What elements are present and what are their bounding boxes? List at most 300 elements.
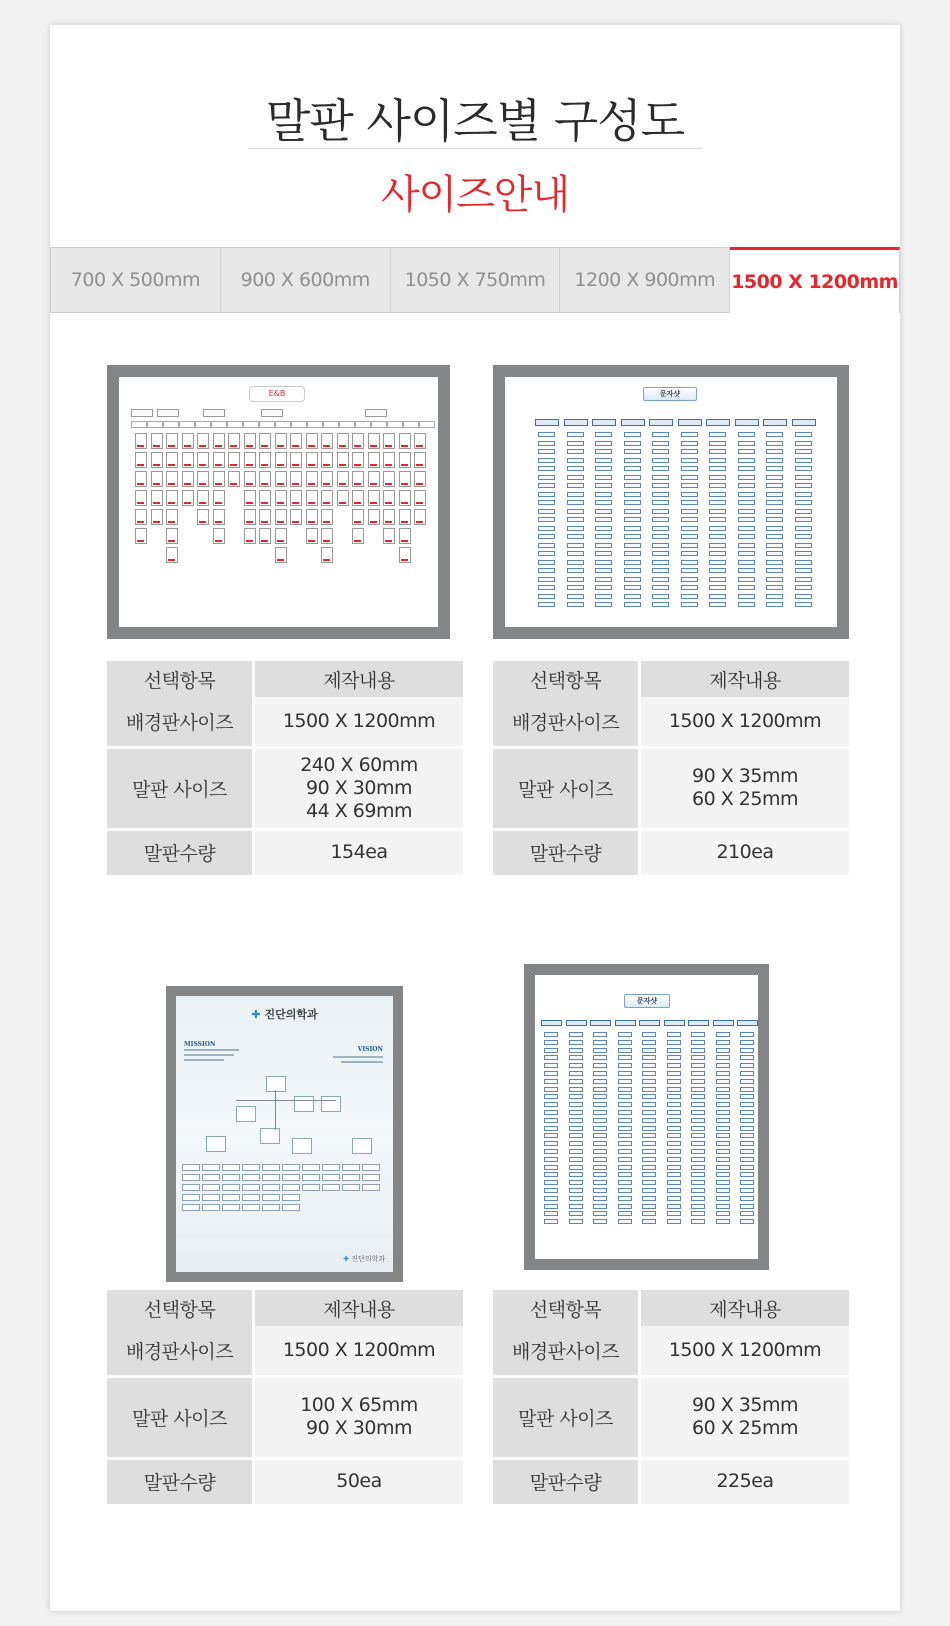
mini-name-plate <box>709 432 726 437</box>
mini-photo-card <box>244 452 256 468</box>
mini-column-header <box>621 419 645 426</box>
mini-card-accent <box>277 540 284 542</box>
mini-name-plate <box>227 421 243 428</box>
mini-name-plate <box>544 1219 558 1224</box>
mini-connector-line <box>236 1100 336 1101</box>
mini-card-accent <box>277 483 284 485</box>
title-divider <box>248 148 702 149</box>
mini-name-plate <box>538 458 555 463</box>
tab-1200x900[interactable]: 1200 X 900mm <box>560 247 730 313</box>
mini-name-plate <box>544 1133 558 1138</box>
row-key-bg-size: 배경판사이즈 <box>107 697 254 747</box>
mini-name-plate <box>544 1071 558 1076</box>
mini-name-plate <box>766 568 783 573</box>
mini-name-plate <box>691 1157 705 1162</box>
mini-name-plate <box>766 483 783 488</box>
mini-name-plate <box>766 585 783 590</box>
mini-name-plate <box>569 1165 583 1170</box>
mini-name-plate <box>709 568 726 573</box>
mini-name-plate <box>387 421 403 428</box>
mini-name-plate <box>569 1211 583 1216</box>
mini-name-plate <box>740 1204 754 1209</box>
mini-name-plate <box>738 441 755 446</box>
tab-900x600[interactable]: 900 X 600mm <box>221 247 391 313</box>
mini-name-plate <box>569 1087 583 1092</box>
mini-name-plate <box>538 475 555 480</box>
mini-photo-card <box>321 547 333 563</box>
mini-header-plate <box>131 409 153 417</box>
mini-card-accent <box>261 521 268 523</box>
mini-photo-card <box>352 452 364 468</box>
mini-name-plate <box>222 1194 240 1201</box>
mini-name-plate <box>681 551 698 556</box>
mini-name-plate <box>593 1048 607 1053</box>
mini-name-plate <box>182 1204 200 1211</box>
mini-name-plate <box>738 432 755 437</box>
mini-name-plate <box>738 449 755 454</box>
mini-photo-card <box>213 528 225 544</box>
mini-name-plate <box>681 449 698 454</box>
mini-name-plate <box>681 594 698 599</box>
mini-name-plate <box>667 1157 681 1162</box>
mini-card-accent <box>401 464 408 466</box>
mini-name-plate <box>569 1180 583 1185</box>
mini-photo-card <box>135 490 147 506</box>
mini-name-plate <box>681 585 698 590</box>
table-header-key: 선택항목 <box>107 661 254 697</box>
mini-header-plate <box>157 409 179 417</box>
mini-name-plate <box>618 1157 632 1162</box>
mini-card-accent <box>385 464 392 466</box>
table-header-value: 제작내용 <box>640 661 850 697</box>
mini-name-plate <box>544 1180 558 1185</box>
mini-name-plate <box>667 1055 681 1060</box>
mini-card-accent <box>370 464 377 466</box>
mini-name-plate <box>667 1211 681 1216</box>
mini-name-plate <box>716 1048 730 1053</box>
mini-card-accent <box>215 483 222 485</box>
mini-name-plate <box>667 1063 681 1068</box>
mini-name-plate <box>544 1172 558 1177</box>
mini-name-plate <box>667 1196 681 1201</box>
mini-name-plate <box>738 551 755 556</box>
mini-card-accent <box>153 502 160 504</box>
mini-name-plate <box>642 1126 656 1131</box>
mini-name-plate <box>595 551 612 556</box>
mini-name-plate <box>569 1040 583 1045</box>
mini-name-plate <box>738 458 755 463</box>
mini-name-plate <box>691 1204 705 1209</box>
mini-name-plate <box>642 1094 656 1099</box>
mini-photo-card <box>182 471 194 487</box>
mini-card-accent <box>277 502 284 504</box>
mini-name-plate <box>652 560 669 565</box>
mini-photo-card <box>275 509 287 525</box>
mini-name-plate <box>740 1032 754 1037</box>
mini-name-plate <box>709 509 726 514</box>
mini-card-accent <box>168 445 175 447</box>
mini-name-plate <box>544 1055 558 1060</box>
mini-name-plate <box>681 466 698 471</box>
mini-photo-card <box>368 490 380 506</box>
mini-name-plate <box>738 534 755 539</box>
mini-name-plate <box>766 551 783 556</box>
mini-name-plate <box>544 1204 558 1209</box>
mini-name-plate <box>569 1094 583 1099</box>
mini-name-plate <box>716 1141 730 1146</box>
mini-photo-card <box>368 433 380 449</box>
mini-name-plate <box>624 441 641 446</box>
mini-column-header <box>541 1020 562 1026</box>
mini-name-plate <box>262 1184 280 1191</box>
mini-photo-card <box>166 452 178 468</box>
mini-name-plate <box>766 449 783 454</box>
mini-name-plate <box>652 500 669 505</box>
mini-photo-card <box>166 433 178 449</box>
mini-name-plate <box>652 458 669 463</box>
mini-name-plate <box>709 458 726 463</box>
row-key-quantity: 말판수량 <box>493 1458 640 1505</box>
mini-name-plate <box>544 1110 558 1115</box>
mini-name-plate <box>709 534 726 539</box>
mini-photo-card <box>352 509 364 525</box>
mini-name-plate <box>282 1194 300 1201</box>
mini-card-accent <box>339 502 346 504</box>
row-key-piece-size: 말판 사이즈 <box>493 747 640 829</box>
mini-name-plate <box>618 1110 632 1115</box>
mini-name-plate <box>795 568 812 573</box>
mini-card-accent <box>137 483 144 485</box>
size-guide-card <box>50 25 900 1611</box>
mini-name-plate <box>642 1141 656 1146</box>
mini-name-plate <box>642 1133 656 1138</box>
mini-card-accent <box>401 521 408 523</box>
board-canvas-2 <box>505 377 837 627</box>
mini-name-plate <box>624 594 641 599</box>
mini-name-plate <box>282 1204 300 1211</box>
mini-name-plate <box>595 577 612 582</box>
mini-card-accent <box>354 464 361 466</box>
row-value-bg-size: 1500 X 1200mm <box>254 1326 464 1376</box>
mini-name-plate <box>642 1063 656 1068</box>
mini-photo-card <box>244 471 256 487</box>
mini-name-plate <box>275 421 291 428</box>
mini-name-plate <box>538 526 555 531</box>
mini-name-plate <box>738 577 755 582</box>
mini-name-plate <box>362 1164 380 1171</box>
mini-card-accent <box>277 521 284 523</box>
mini-card-accent <box>323 445 330 447</box>
mini-name-plate <box>593 1040 607 1045</box>
mini-photo-card <box>399 490 411 506</box>
mini-name-plate <box>766 517 783 522</box>
mini-name-plate <box>593 1219 607 1224</box>
table-header-key: 선택항목 <box>493 1290 640 1326</box>
mini-name-plate <box>322 1164 340 1171</box>
mini-name-plate <box>642 1149 656 1154</box>
mini-name-plate <box>624 568 641 573</box>
mini-name-plate <box>544 1040 558 1045</box>
mini-name-plate <box>740 1071 754 1076</box>
mini-card-accent <box>184 464 191 466</box>
mini-name-plate <box>291 421 307 428</box>
mini-name-plate <box>569 1219 583 1224</box>
mini-card-accent <box>184 445 191 447</box>
mini-connector-line <box>275 1090 276 1130</box>
mini-name-plate <box>691 1118 705 1123</box>
tab-1500x1200[interactable]: 1500 X 1200mm <box>730 247 900 313</box>
mini-photo-card <box>290 490 302 506</box>
mini-name-plate <box>642 1172 656 1177</box>
mini-card-accent <box>261 502 268 504</box>
board-preview-2 <box>493 365 849 639</box>
mini-photo-card <box>321 452 333 468</box>
mini-photo-card <box>151 509 163 525</box>
mini-name-plate <box>667 1118 681 1123</box>
mini-photo-card <box>135 509 147 525</box>
mini-photo-card <box>383 490 395 506</box>
row-value-bg-size: 1500 X 1200mm <box>640 697 850 747</box>
mini-name-plate <box>642 1211 656 1216</box>
mini-name-plate <box>202 1184 220 1191</box>
mini-name-plate <box>618 1126 632 1131</box>
mini-name-plate <box>593 1149 607 1154</box>
mini-org-box <box>206 1136 226 1152</box>
mini-name-plate <box>567 543 584 548</box>
mini-photo-card <box>368 509 380 525</box>
mini-name-plate <box>740 1110 754 1115</box>
mini-card-accent <box>184 483 191 485</box>
mini-card-accent <box>261 540 268 542</box>
mini-name-plate <box>652 466 669 471</box>
mini-name-plate <box>691 1063 705 1068</box>
tab-1050x750[interactable]: 1050 X 750mm <box>391 247 561 313</box>
mini-name-plate <box>567 475 584 480</box>
mini-name-plate <box>795 526 812 531</box>
mini-name-plate <box>691 1094 705 1099</box>
mini-name-plate <box>795 534 812 539</box>
mini-name-plate <box>222 1204 240 1211</box>
mini-photo-card <box>228 471 240 487</box>
mini-name-plate <box>593 1032 607 1037</box>
row-key-bg-size: 배경판사이즈 <box>493 697 640 747</box>
mini-name-plate <box>618 1219 632 1224</box>
spec-table-1 <box>107 661 463 878</box>
mini-name-plate <box>766 458 783 463</box>
mini-name-plate <box>652 526 669 531</box>
mini-name-plate <box>618 1079 632 1084</box>
mini-column-header <box>763 419 787 426</box>
mini-name-plate <box>593 1071 607 1076</box>
mini-name-plate <box>716 1165 730 1170</box>
mini-photo-card <box>182 433 194 449</box>
mini-name-plate <box>538 543 555 548</box>
mini-name-plate <box>681 526 698 531</box>
mini-name-plate <box>569 1102 583 1107</box>
tab-700x500[interactable]: 700 X 500mm <box>50 247 221 313</box>
mini-card-accent <box>339 464 346 466</box>
mini-card-accent <box>385 483 392 485</box>
mini-photo-card <box>337 452 349 468</box>
mini-name-plate <box>342 1184 360 1191</box>
mini-name-plate <box>567 551 584 556</box>
mini-name-plate <box>795 483 812 488</box>
mini-name-plate <box>569 1118 583 1123</box>
mini-name-plate <box>642 1048 656 1053</box>
mini-name-plate <box>709 500 726 505</box>
mini-name-plate <box>618 1133 632 1138</box>
mini-name-plate <box>642 1219 656 1224</box>
mini-card-accent <box>184 502 191 504</box>
mini-photo-card <box>275 528 287 544</box>
mini-photo-card <box>135 452 147 468</box>
mini-name-plate <box>691 1079 705 1084</box>
mini-name-plate <box>302 1164 320 1171</box>
mini-photo-card <box>197 452 209 468</box>
mini-name-plate <box>716 1133 730 1138</box>
mini-name-plate <box>618 1149 632 1154</box>
page-subtitle: 사이즈안내 <box>380 172 570 218</box>
board-canvas-1 <box>119 377 438 627</box>
mini-photo-card <box>383 509 395 525</box>
mini-name-plate <box>624 602 641 607</box>
mini-card-accent <box>323 521 330 523</box>
mini-name-plate <box>179 421 195 428</box>
mini-photo-card <box>337 471 349 487</box>
mini-photo-card <box>166 528 178 544</box>
mini-name-plate <box>652 492 669 497</box>
mini-card-accent <box>199 483 206 485</box>
mini-name-plate <box>652 551 669 556</box>
mini-name-plate <box>652 449 669 454</box>
mini-name-plate <box>544 1188 558 1193</box>
mini-name-plate <box>195 421 211 428</box>
mini-name-plate <box>342 1164 360 1171</box>
mini-name-plate <box>544 1087 558 1092</box>
mini-name-plate <box>163 421 179 428</box>
mini-name-plate <box>740 1141 754 1146</box>
mini-name-plate <box>738 466 755 471</box>
mini-photo-card <box>275 433 287 449</box>
mini-card-accent <box>215 540 222 542</box>
board-title: 문자샷 <box>624 994 670 1008</box>
mini-name-plate <box>593 1188 607 1193</box>
mini-name-plate <box>709 483 726 488</box>
mini-name-plate <box>403 421 419 428</box>
mini-name-plate <box>667 1110 681 1115</box>
mini-name-plate <box>618 1118 632 1123</box>
mini-column-header <box>535 419 559 426</box>
spec-table-2 <box>493 661 849 878</box>
mini-column-header <box>792 419 816 426</box>
mini-text-line <box>333 1056 383 1058</box>
mini-photo-card <box>275 471 287 487</box>
mini-name-plate <box>716 1118 730 1123</box>
mini-card-accent <box>416 445 423 447</box>
mini-photo-card <box>213 433 225 449</box>
mini-name-plate <box>681 534 698 539</box>
mini-name-plate <box>595 475 612 480</box>
mini-org-box <box>266 1076 286 1092</box>
mini-name-plate <box>538 432 555 437</box>
table-header-value: 제작내용 <box>254 1290 464 1326</box>
mini-name-plate <box>795 475 812 480</box>
mini-name-plate <box>538 568 555 573</box>
mini-photo-card <box>383 452 395 468</box>
mini-name-plate <box>766 526 783 531</box>
mini-name-plate <box>716 1087 730 1092</box>
mini-name-plate <box>624 475 641 480</box>
mini-name-plate <box>738 500 755 505</box>
mini-text-line <box>184 1059 224 1061</box>
mini-name-plate <box>691 1141 705 1146</box>
mini-name-plate <box>569 1141 583 1146</box>
mini-card-accent <box>308 445 315 447</box>
mini-name-plate <box>222 1184 240 1191</box>
mini-name-plate <box>740 1165 754 1170</box>
mini-card-accent <box>261 483 268 485</box>
mini-name-plate <box>259 421 275 428</box>
row-key-piece-size: 말판 사이즈 <box>107 747 254 829</box>
mini-name-plate <box>595 492 612 497</box>
mini-column-header <box>639 1020 660 1026</box>
mini-photo-card <box>399 547 411 563</box>
mini-card-accent <box>137 445 144 447</box>
mini-name-plate <box>624 432 641 437</box>
mini-column-header <box>615 1020 636 1026</box>
mini-name-plate <box>691 1172 705 1177</box>
mini-name-plate <box>795 577 812 582</box>
mini-name-plate <box>681 432 698 437</box>
mini-card-accent <box>323 483 330 485</box>
mini-name-plate <box>595 458 612 463</box>
mini-org-box <box>236 1106 256 1122</box>
mini-column-header <box>592 419 616 426</box>
mini-name-plate <box>652 534 669 539</box>
mini-column-header <box>564 419 588 426</box>
mini-name-plate <box>667 1079 681 1084</box>
mini-card-accent <box>308 540 315 542</box>
mini-name-plate <box>642 1055 656 1060</box>
mini-name-plate <box>538 509 555 514</box>
mini-name-plate <box>593 1165 607 1170</box>
mini-name-plate <box>667 1102 681 1107</box>
mini-card-accent <box>246 483 253 485</box>
mini-photo-card <box>352 490 364 506</box>
mini-card-accent <box>261 445 268 447</box>
mini-column-header <box>706 419 730 426</box>
mini-name-plate <box>691 1048 705 1053</box>
mini-name-plate <box>307 421 323 428</box>
mini-name-plate <box>766 432 783 437</box>
mini-name-plate <box>593 1110 607 1115</box>
mini-name-plate <box>282 1174 300 1181</box>
mini-card-accent <box>339 445 346 447</box>
mini-card-accent <box>168 559 175 561</box>
page-title: 말판 사이즈별 구성도 <box>265 94 685 148</box>
mini-name-plate <box>595 594 612 599</box>
mini-name-plate <box>709 492 726 497</box>
mini-name-plate <box>691 1211 705 1216</box>
mini-name-plate <box>243 421 259 428</box>
mini-card-accent <box>308 502 315 504</box>
mini-card-accent <box>354 521 361 523</box>
mini-photo-card <box>321 471 333 487</box>
mini-name-plate <box>182 1174 200 1181</box>
mini-card-accent <box>230 483 237 485</box>
mini-name-plate <box>691 1188 705 1193</box>
table-header-value: 제작내용 <box>254 661 464 697</box>
